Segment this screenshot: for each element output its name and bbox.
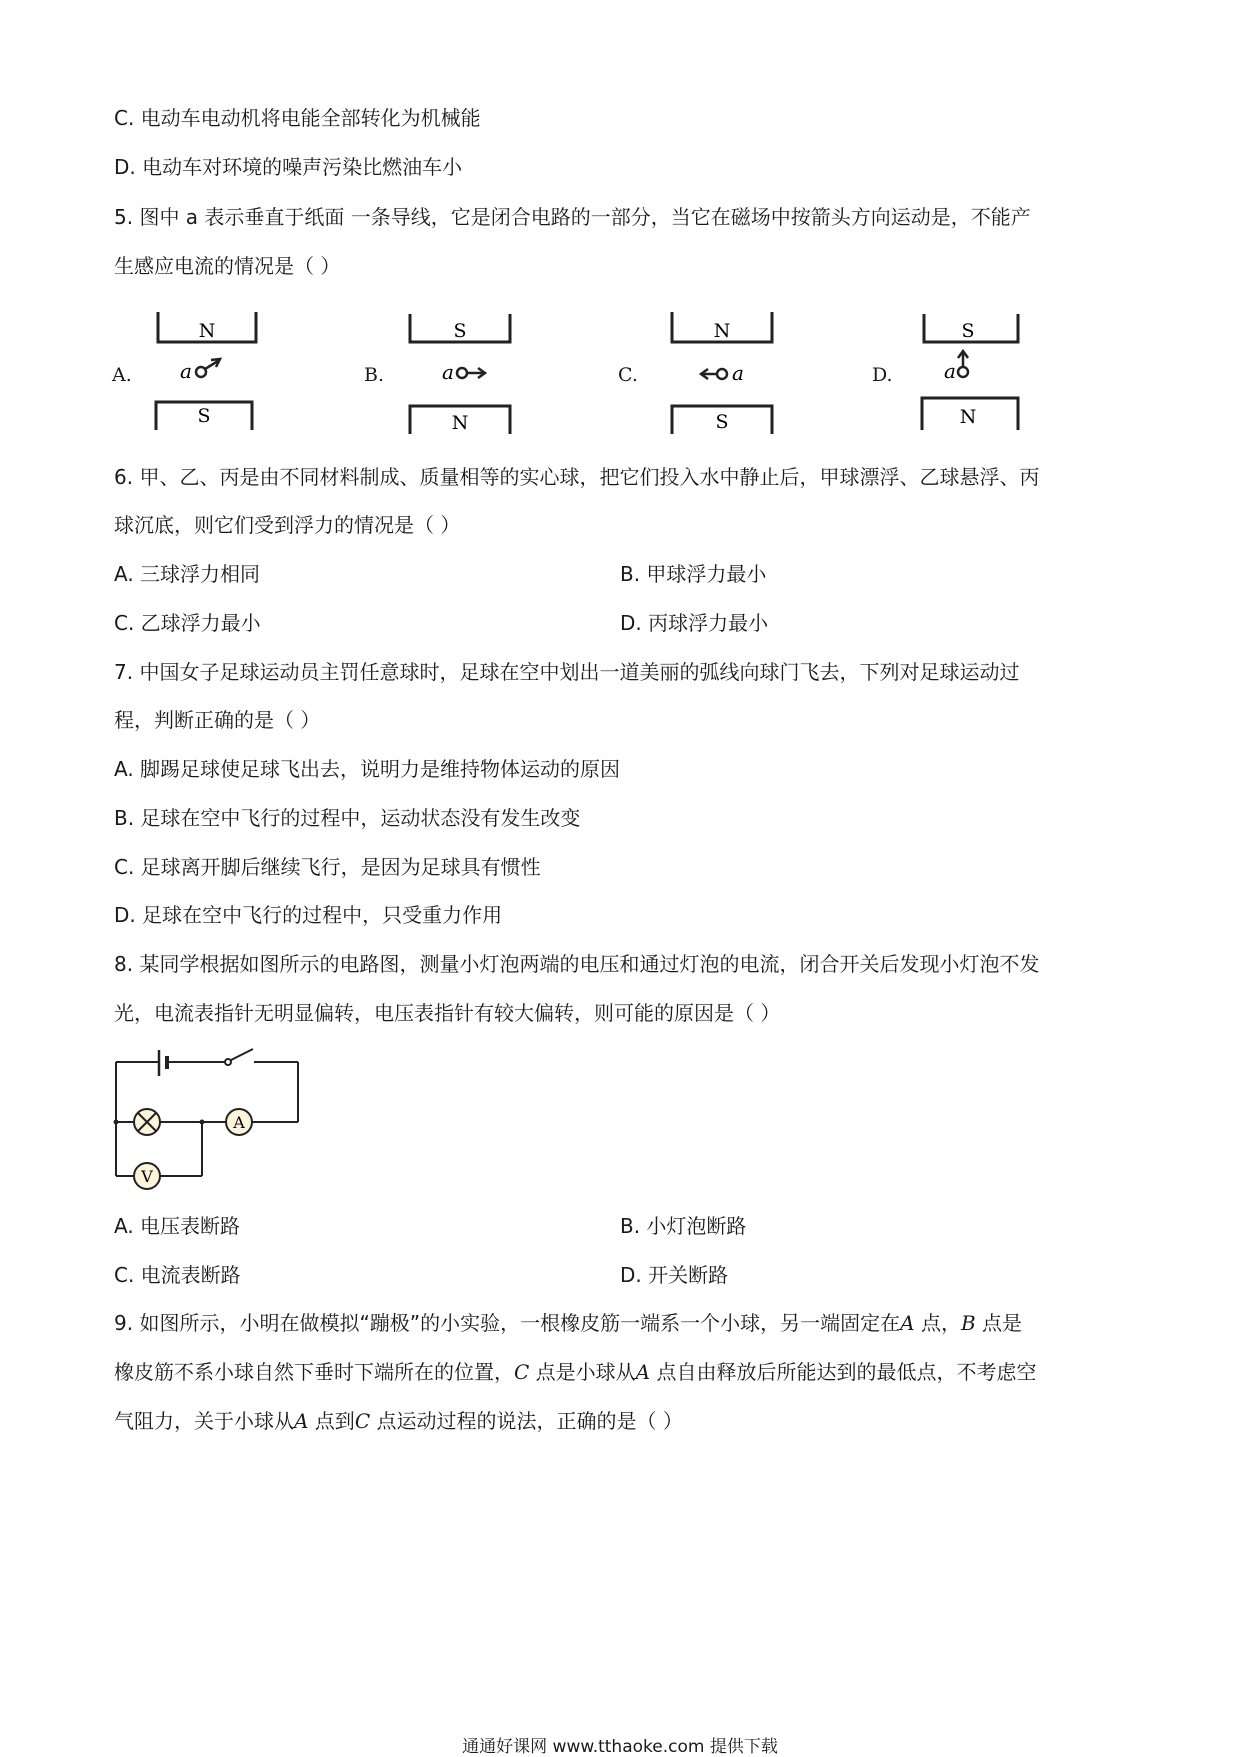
- q6-option-b: B. 甲球浮力最小: [620, 562, 767, 586]
- q5-d-wire-label: a: [944, 359, 956, 383]
- q5-c-wire-label: a: [732, 361, 744, 385]
- q8-stem-line2: 光，电流表指针无明显偏转，电压表指针有较大偏转，则可能的原因是（ ）: [114, 1001, 781, 1025]
- q6-option-d: D. 丙球浮力最小: [620, 611, 769, 635]
- q9-line1-point2: B: [960, 1311, 976, 1335]
- q5-a-top-pole: N: [198, 320, 216, 342]
- q9-line3-point2: C: [354, 1409, 371, 1433]
- q9-stem-line1: [114, 1309, 1022, 1337]
- q8-option-b: B. 小灯泡断路: [620, 1214, 747, 1238]
- q9-line2-text2: 点是小球从: [529, 1360, 636, 1384]
- q9-line3-text: 气阻力，关于小球从: [114, 1409, 294, 1433]
- q5-figure-d: [872, 306, 1032, 436]
- q6-stem-line2: 球沉底，则它们受到浮力的情况是（ ）: [114, 513, 461, 537]
- q5-a-wire-label: a: [180, 359, 192, 383]
- q9-line3-text3: 点运动过程的说法，正确的是（ ）: [370, 1409, 683, 1433]
- q7-stem-line2: 程，判断正确的是（ ）: [114, 708, 321, 732]
- q9-stem-line3: [114, 1407, 683, 1435]
- voltmeter-label: V: [141, 1167, 153, 1186]
- q7-stem-line1: 7. 中国女子足球运动员主罚任意球时，足球在空中划出一道美丽的弧线向球门飞去，下列对足球运动过: [114, 660, 1020, 684]
- q5-a-bottom-pole: S: [197, 405, 211, 427]
- q9-stem-line2: [114, 1358, 1036, 1386]
- q9-line3-point: A: [294, 1409, 309, 1433]
- q5-figure-a-label: A.: [112, 364, 132, 386]
- q5-figure-c: [618, 306, 788, 436]
- q8-option-c: C. 电流表断路: [114, 1263, 241, 1287]
- q5-c-top-pole: N: [713, 320, 731, 342]
- q4-option-d: D. 电动车对环境的噪声污染比燃油车小: [114, 155, 463, 179]
- q5-figure-c-label: C.: [618, 364, 638, 386]
- q4-option-c: C. 电动车电动机将电能全部转化为机械能: [114, 106, 481, 130]
- q7-option-a: A. 脚踢足球使足球飞出去，说明力是维持物体运动的原因: [114, 757, 621, 781]
- page-footer: 通通好课网 www.tthaoke.com 提供下载: [462, 1737, 778, 1757]
- q8-stem-line1: 8. 某同学根据如图所示的电路图，测量小灯泡两端的电压和通过灯泡的电流，闭合开关后发现小灯泡不发: [114, 952, 1040, 976]
- q5-figure-d-label: D.: [872, 364, 893, 386]
- q6-option-c: C. 乙球浮力最小: [114, 611, 261, 635]
- q7-option-b: B. 足球在空中飞行的过程中，运动状态没有发生改变: [114, 806, 581, 830]
- q9-line1-text3: 点是: [975, 1311, 1023, 1335]
- q8-option-d: D. 开关断路: [620, 1263, 729, 1287]
- q5-figure-a: [112, 306, 272, 436]
- q7-option-d: D. 足球在空中飞行的过程中，只受重力作用: [114, 903, 503, 927]
- q5-figure-b: [364, 306, 524, 436]
- q9-line2-point2: A: [635, 1360, 651, 1384]
- q8-option-a: A. 电压表断路: [114, 1214, 241, 1238]
- q6-stem-line1: 6. 甲、乙、丙是由不同材料制成、质量相等的实心球，把它们投入水中静止后，甲球漂浮、乙球悬浮、丙: [114, 465, 1040, 489]
- q9-line1-text: 9. 如图所示，小明在做模拟“蹦极”的小实验，一根橡皮筋一端系一个小球，另一端固定在: [114, 1311, 901, 1335]
- q5-stem-line2: 生感应电流的情况是（ ）: [114, 254, 341, 278]
- q6-option-a: A. 三球浮力相同: [114, 562, 261, 586]
- q5-b-wire-label: a: [442, 360, 454, 384]
- q7-option-c: C. 足球离开脚后继续飞行，是因为足球具有惯性: [114, 855, 541, 879]
- q5-c-bottom-pole: S: [715, 411, 729, 433]
- q8-circuit-diagram: [108, 1042, 308, 1192]
- q9-line3-text2: 点到: [308, 1409, 355, 1433]
- q5-figure-b-label: B.: [364, 364, 385, 386]
- q9-line2-text: 橡皮筋不系小球自然下垂时下端所在的位置，: [114, 1360, 514, 1384]
- q9-line1-text2: 点，: [914, 1311, 961, 1335]
- q5-b-top-pole: S: [453, 320, 467, 342]
- q5-d-bottom-pole: N: [959, 406, 977, 428]
- q5-b-bottom-pole: N: [451, 412, 469, 434]
- q9-line1-point: A: [900, 1311, 915, 1335]
- q5-stem-line1: 5. 图中 a 表示垂直于纸面 一条导线，它是闭合电路的一部分，当它在磁场中按箭头方向运动是，不能产: [114, 205, 1031, 229]
- q9-line2-point: C: [514, 1360, 530, 1384]
- q9-line2-text3: 点自由释放后所能达到的最低点，不考虑空: [650, 1360, 1037, 1384]
- ammeter-label: A: [233, 1113, 245, 1132]
- q5-d-top-pole: S: [961, 320, 975, 342]
